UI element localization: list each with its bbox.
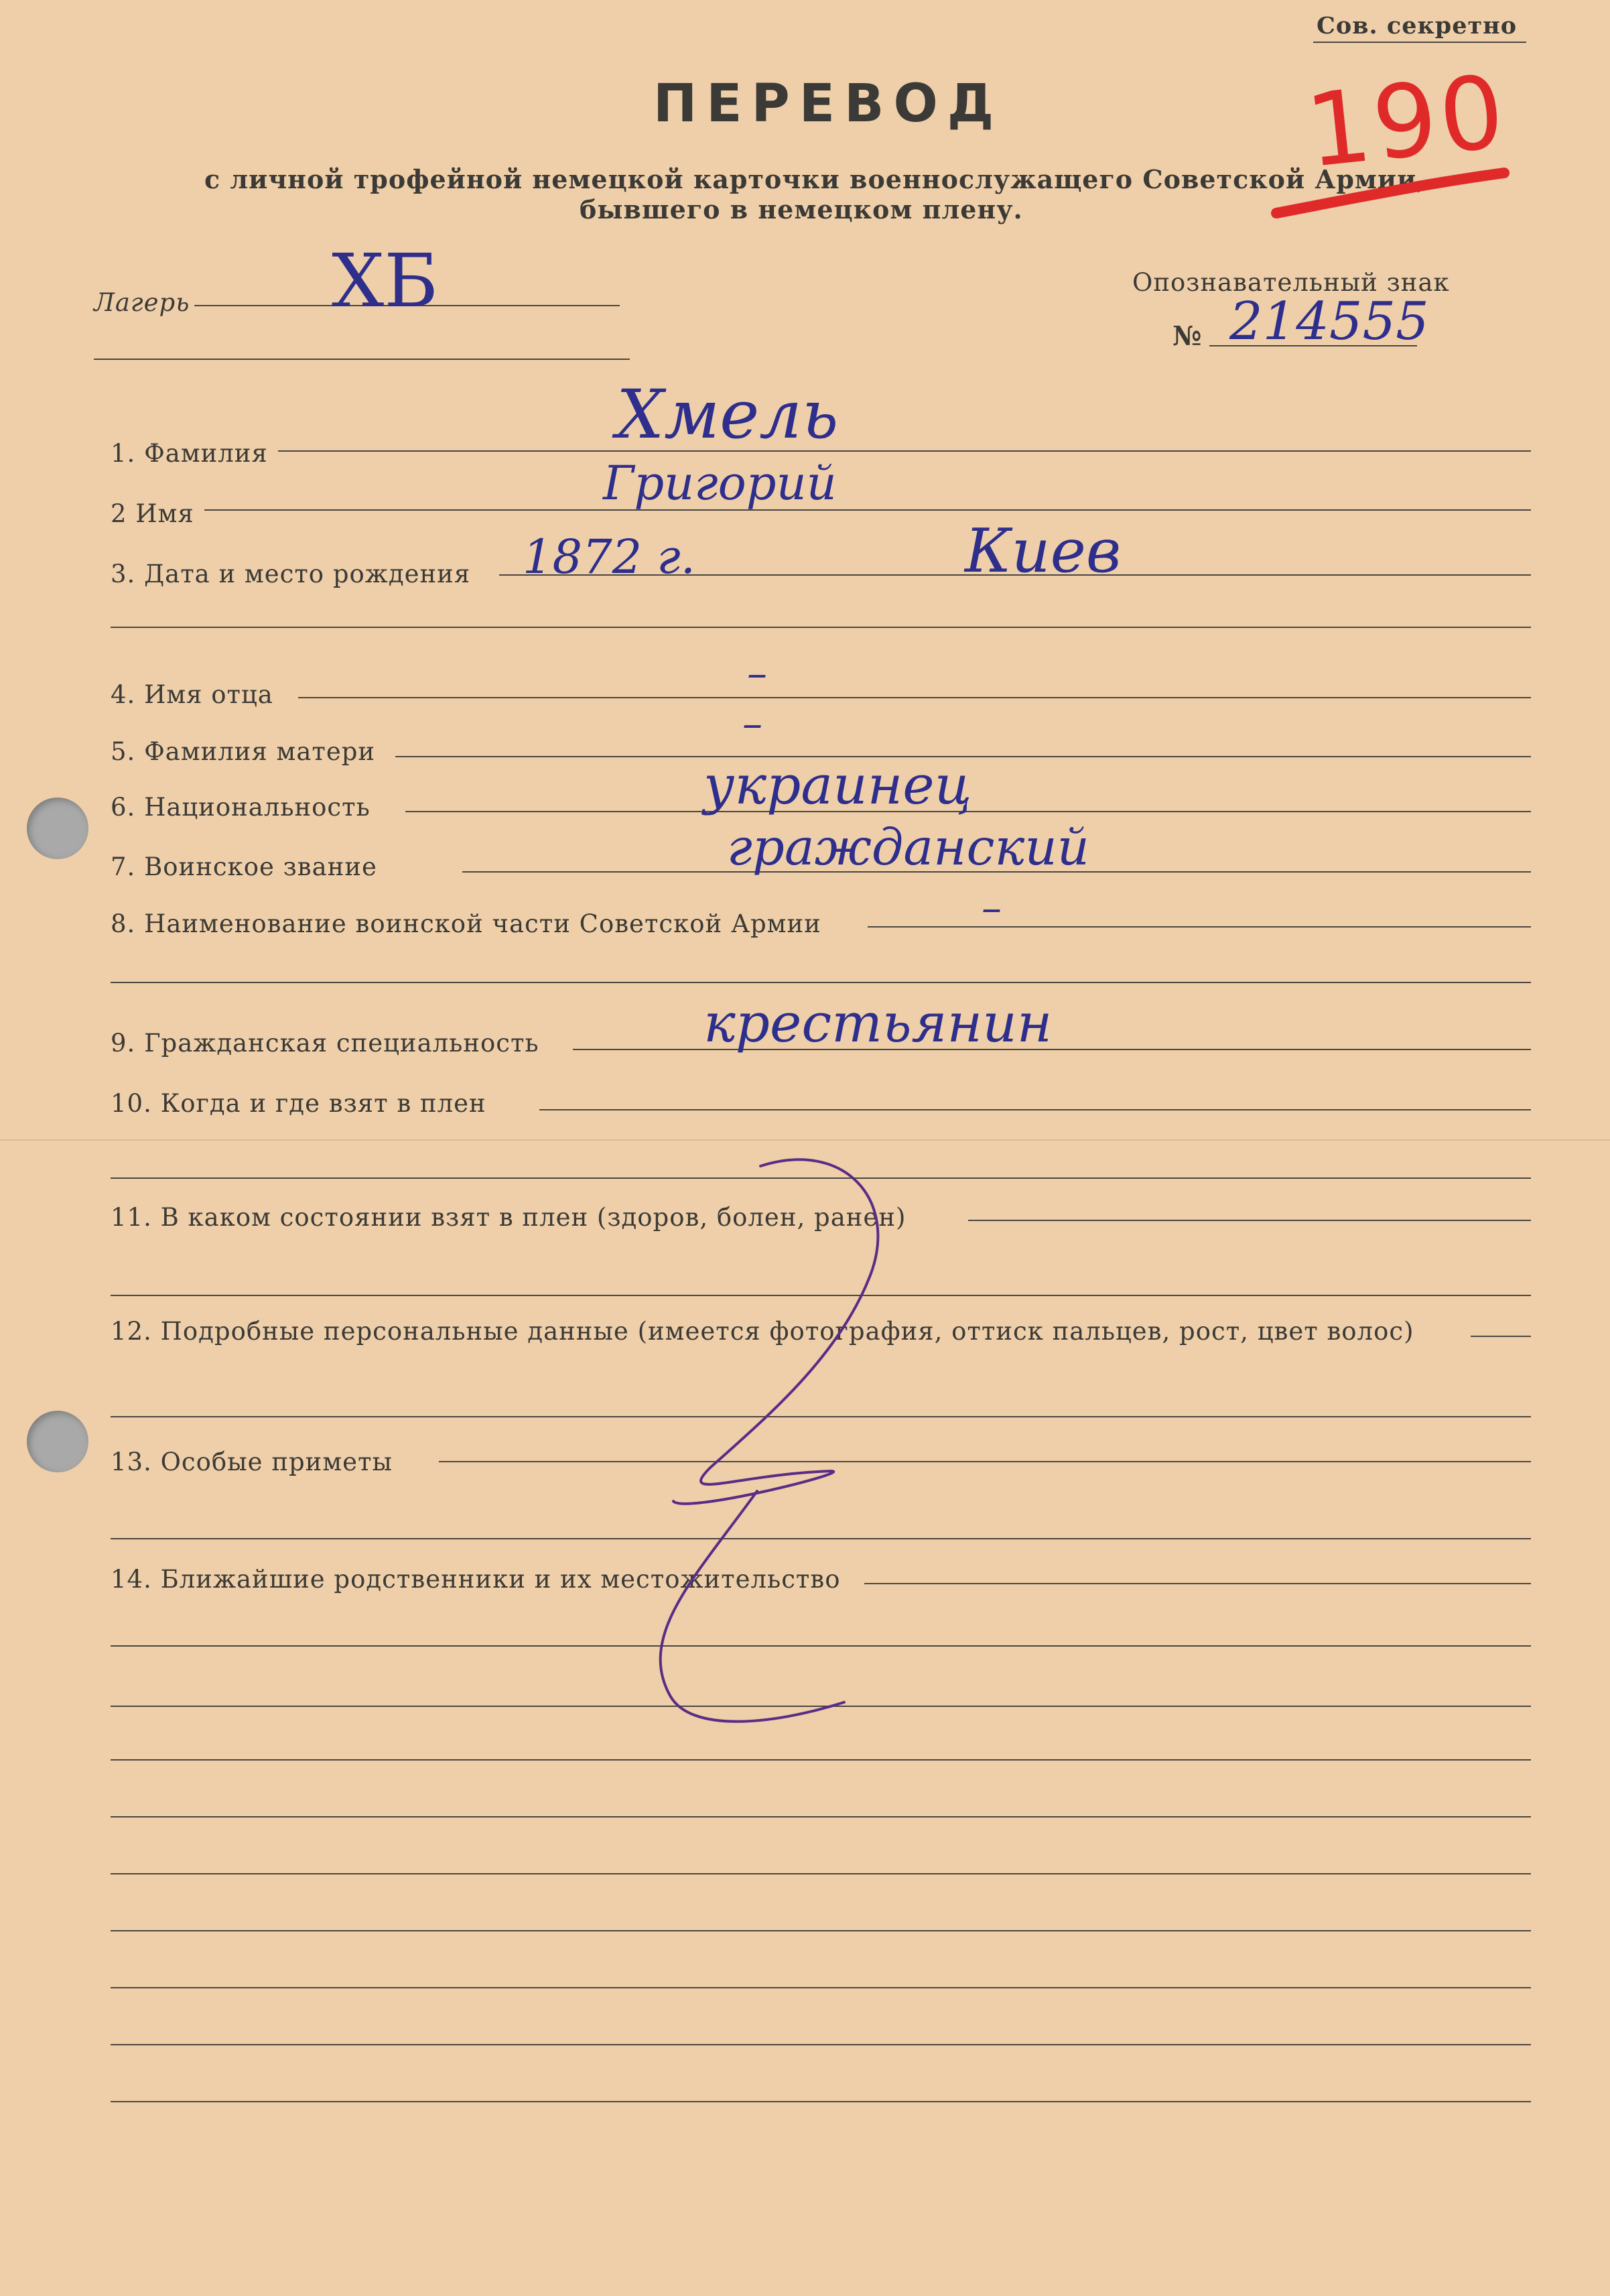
field-birth-place: Киев bbox=[965, 516, 1122, 586]
field-features-label: 13. Особые приметы bbox=[111, 1448, 393, 1476]
field-profession-label: 9. Гражданская специальность bbox=[111, 1029, 539, 1058]
red-pencil-underline bbox=[1276, 173, 1504, 213]
field-father-label: 4. Имя отца bbox=[111, 680, 273, 709]
field-rank-value: гражданский bbox=[727, 818, 1089, 877]
tag-number-sign: № bbox=[1172, 320, 1203, 352]
field-name-label: 2 Имя bbox=[111, 499, 194, 528]
camp-value: ХБ bbox=[332, 238, 439, 324]
field-surname-label: 1. Фамилия bbox=[111, 439, 268, 468]
camp-label: Лагерь bbox=[94, 288, 190, 317]
field-condition-label: 11. В каком состоянии взят в плен (здоров, болен, ранен) bbox=[111, 1203, 907, 1232]
subtitle-line-1: с личной трофейной немецкой карточки военнослужащего Советской Армии, bbox=[204, 164, 1426, 194]
field-rank-label: 7. Воинское звание bbox=[111, 852, 377, 881]
field-nationality-value: украинец bbox=[703, 754, 972, 816]
violet-strike-mark bbox=[661, 1159, 878, 1721]
field-personal-data-label: 12. Подробные персональные данные (имеется фотография, оттиск пальцев, рост, цвет волос) bbox=[111, 1317, 1414, 1346]
field-unit-value: – bbox=[982, 885, 1002, 932]
field-nationality-label: 6. Национальность bbox=[111, 793, 371, 822]
field-profession-value: крестьянин bbox=[703, 992, 1053, 1054]
field-mother-value: – bbox=[742, 700, 762, 747]
field-birth-label: 3. Дата и место рождения bbox=[111, 560, 471, 588]
classification-stamp: Сов. секретно bbox=[1317, 12, 1518, 40]
field-relatives-label: 14. Ближайшие родственники и их местожительство bbox=[111, 1565, 841, 1594]
field-father-value: – bbox=[747, 650, 767, 697]
field-mother-label: 5. Фамилия матери bbox=[111, 737, 376, 766]
tag-label: Опознавательный знак bbox=[1132, 268, 1450, 297]
tag-value: 214555 bbox=[1229, 292, 1429, 352]
field-name-value: Григорий bbox=[603, 456, 837, 511]
field-birth-date: 1872 г. bbox=[523, 529, 696, 584]
red-pencil-number: 190 bbox=[1300, 53, 1512, 191]
field-unit-label: 8. Наименование воинской части Советской Армии bbox=[111, 909, 821, 938]
field-captured-label: 10. Когда и где взят в плен bbox=[111, 1089, 486, 1118]
field-surname-value: Хмель bbox=[616, 375, 839, 454]
subtitle-line-2: бывшего в немецком плену. bbox=[580, 194, 1023, 225]
document-title: ПЕРЕВОД bbox=[653, 74, 1004, 134]
